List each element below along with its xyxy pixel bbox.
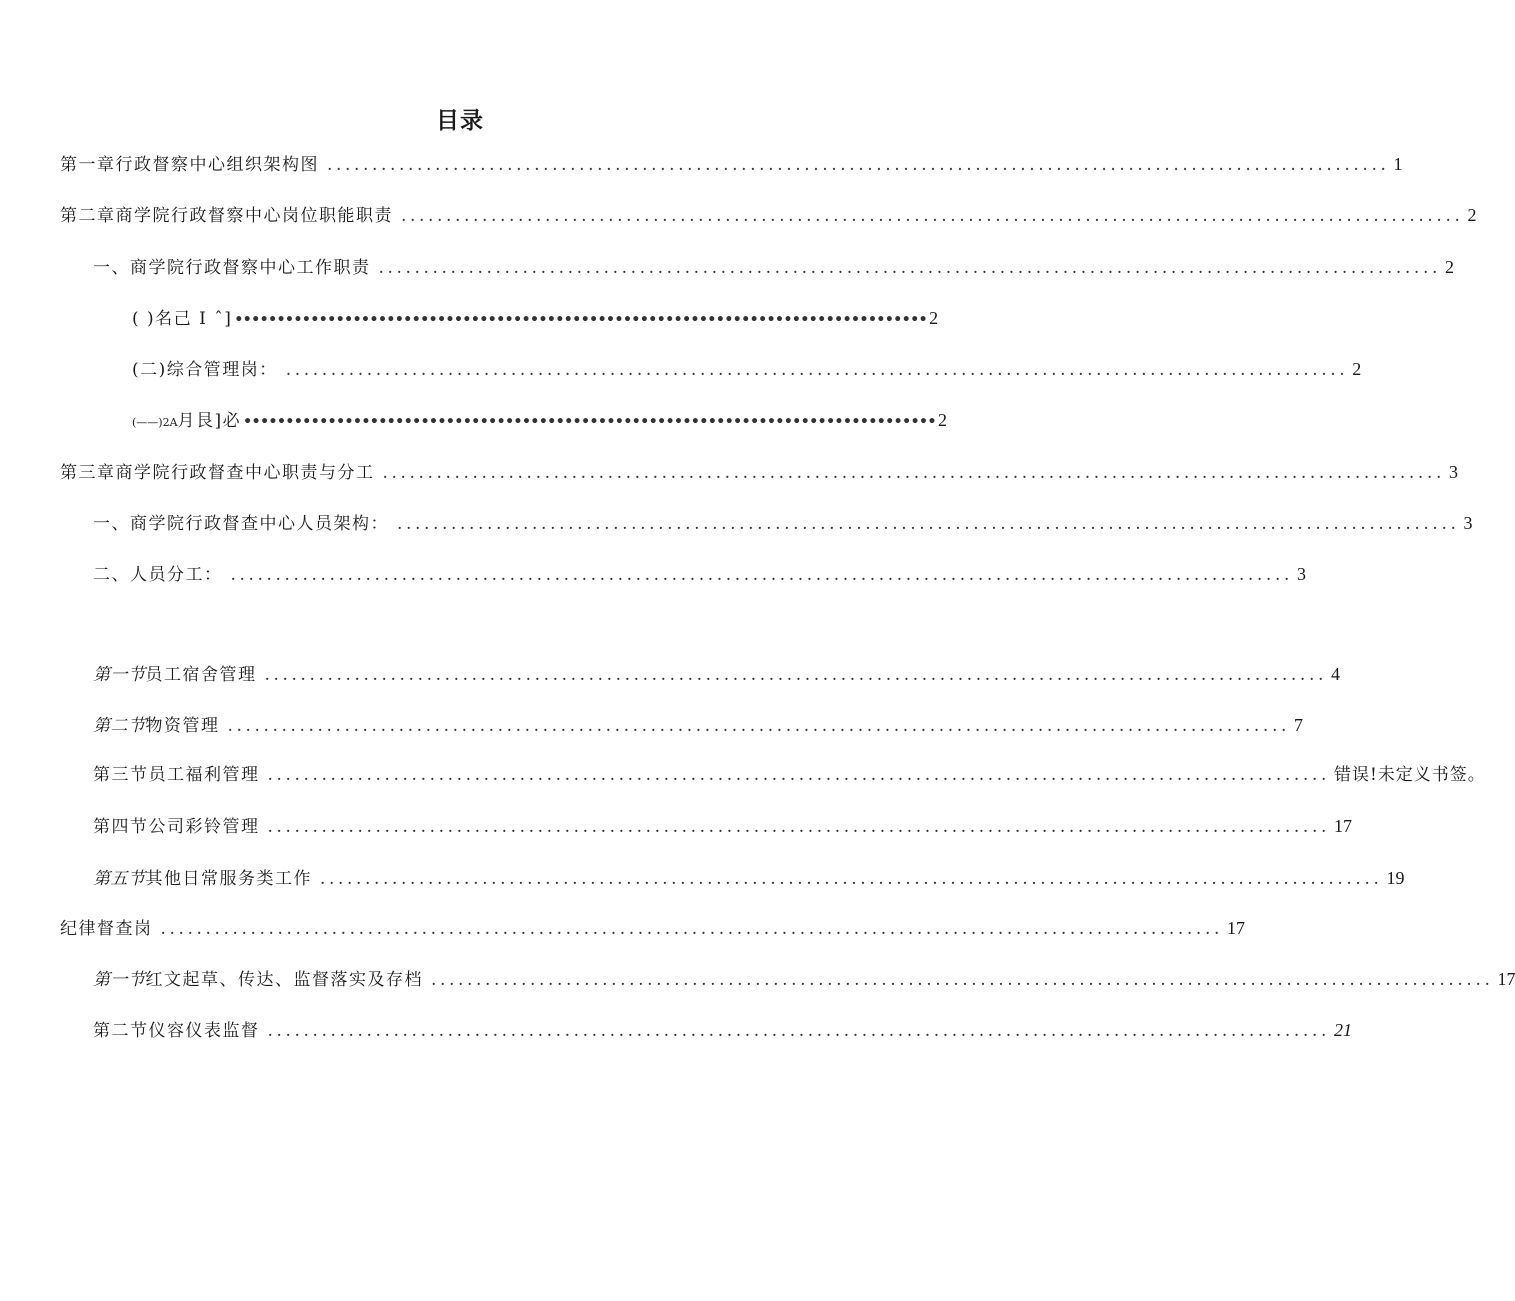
toc-entry-title: 第二章商学院行政督察中心岗位职能职责 <box>60 206 393 226</box>
toc-leader: ...................................................................................................................... <box>267 765 1330 785</box>
toc-leader: ...................................................................................................................... <box>230 565 1293 585</box>
toc-entry-title <box>93 714 220 738</box>
toc-page-number: 2 <box>1444 257 1454 277</box>
toc-page-number: 2 <box>1352 359 1362 379</box>
toc-page-number: 17 <box>1226 918 1245 938</box>
toc-page-number: 17 <box>1333 816 1352 836</box>
toc-entry[interactable] <box>93 1018 1352 1043</box>
toc-entry-title <box>93 968 423 992</box>
toc-entry-title: 二、人员分工： <box>93 565 223 585</box>
toc-leader: ...................................................................................................................... <box>378 258 1441 278</box>
toc-entry-title: ( )名己 I ˆ] <box>132 309 233 329</box>
toc-entry-section: 第五节 <box>93 869 146 889</box>
toc-entry-section: 第二节 <box>93 716 146 736</box>
toc-bookmark-error: 错误!未定义书签。 <box>1333 765 1486 785</box>
toc-entry-title: 第二节仪容仪表监督 <box>93 1021 260 1041</box>
toc-leader: •••••••••••••••••••••••••••••••••••••••••••••••••••••••••••••••••••••••••••••••••• <box>234 312 928 328</box>
toc-entry[interactable] <box>93 511 1473 536</box>
toc-leader: ...................................................................................................................... <box>401 206 1464 226</box>
toc-leader: ...................................................................................................................... <box>267 1021 1330 1041</box>
toc-entry-title <box>93 663 257 687</box>
toc-page-number: 7 <box>1293 715 1303 735</box>
toc-entry-title-text: 其他日常服务类工作 <box>145 869 312 889</box>
toc-entry[interactable] <box>93 866 1405 891</box>
toc-entry-title: (二)综合管理岗： <box>132 360 278 380</box>
toc-leader: ...................................................................................................................... <box>382 463 1445 483</box>
toc-page-number: 2 <box>929 308 939 328</box>
toc-entry[interactable] <box>93 713 1303 738</box>
toc-leader: ...................................................................................................................... <box>285 360 1349 380</box>
toc-leader: ...................................................................................................................... <box>397 514 1460 534</box>
toc-entry-title: 一、商学院行政督察中心工作职责 <box>93 258 371 278</box>
toc-entry-title-text: 红文起草、传达、监督落实及存档 <box>145 970 423 990</box>
toc-leader: ...................................................................................................................... <box>264 665 1327 685</box>
toc-entry-title: 纪律督查岗 <box>60 919 153 939</box>
toc-entry[interactable] <box>93 814 1352 839</box>
toc-page-number: 3 <box>1296 564 1306 584</box>
toc-page-number: 1 <box>1393 154 1403 174</box>
toc-page-number: 3 <box>1448 462 1458 482</box>
toc-leader: •••••••••••••••••••••••••••••••••••••••••••••••••••••••••••••••••••••••••••••••••• <box>243 414 936 430</box>
toc-entry-section: 第一节 <box>93 665 146 685</box>
toc-page-number: 21 <box>1333 1020 1352 1040</box>
toc-entry-title <box>132 409 241 435</box>
toc-entry[interactable] <box>60 916 1245 941</box>
toc-entry-title-text: 员工宿舍管理 <box>145 665 257 685</box>
toc-page-number: 3 <box>1463 513 1473 533</box>
toc-entry-title: 第四节公司彩铃管理 <box>93 817 260 837</box>
toc-entry-title-text: 月艮]必 <box>177 411 242 431</box>
toc-entry-title: 第三节员工福利管理 <box>93 765 260 785</box>
toc-leader: ...................................................................................................................... <box>227 716 1290 736</box>
toc-entry[interactable] <box>60 203 1477 228</box>
toc-entry[interactable] <box>93 255 1454 280</box>
toc-entry-title: 第三章商学院行政督查中心职责与分工 <box>60 463 375 483</box>
toc-page-number: 2 <box>937 410 947 430</box>
toc-entry-title: 一、商学院行政督查中心人员架构： <box>93 514 389 534</box>
toc-entry[interactable] <box>132 408 947 435</box>
toc-entry-title: 第一章行政督察中心组织架构图 <box>60 155 319 175</box>
toc-leader: ...................................................................................................................... <box>431 970 1494 990</box>
toc-entry[interactable] <box>60 152 1403 177</box>
toc-entry[interactable] <box>93 562 1306 587</box>
toc-leader: ...................................................................................................................... <box>327 155 1390 175</box>
toc-page-number: 4 <box>1330 664 1340 684</box>
page-title: 目录 <box>436 108 484 134</box>
toc-entry[interactable] <box>93 763 1486 787</box>
toc-entry-section: 第一节 <box>93 970 146 990</box>
toc-entry[interactable] <box>132 306 939 332</box>
toc-page-number: 19 <box>1386 868 1405 888</box>
toc-entry-title <box>93 867 312 891</box>
toc-page-number: 2 <box>1467 205 1477 225</box>
toc-entry-title-text: 物资管理 <box>145 716 220 736</box>
toc-entry[interactable] <box>93 967 1515 992</box>
toc-entry-prefix: (——)2A <box>132 416 178 429</box>
toc-leader: ...................................................................................................................... <box>267 817 1330 837</box>
toc-leader: ...................................................................................................................... <box>320 869 1383 889</box>
toc-entry[interactable] <box>93 662 1340 687</box>
toc-page-number: 17 <box>1497 969 1515 989</box>
toc-entry[interactable] <box>132 357 1362 382</box>
toc-entry[interactable] <box>60 460 1458 485</box>
toc-leader: ...................................................................................................................... <box>160 919 1223 939</box>
